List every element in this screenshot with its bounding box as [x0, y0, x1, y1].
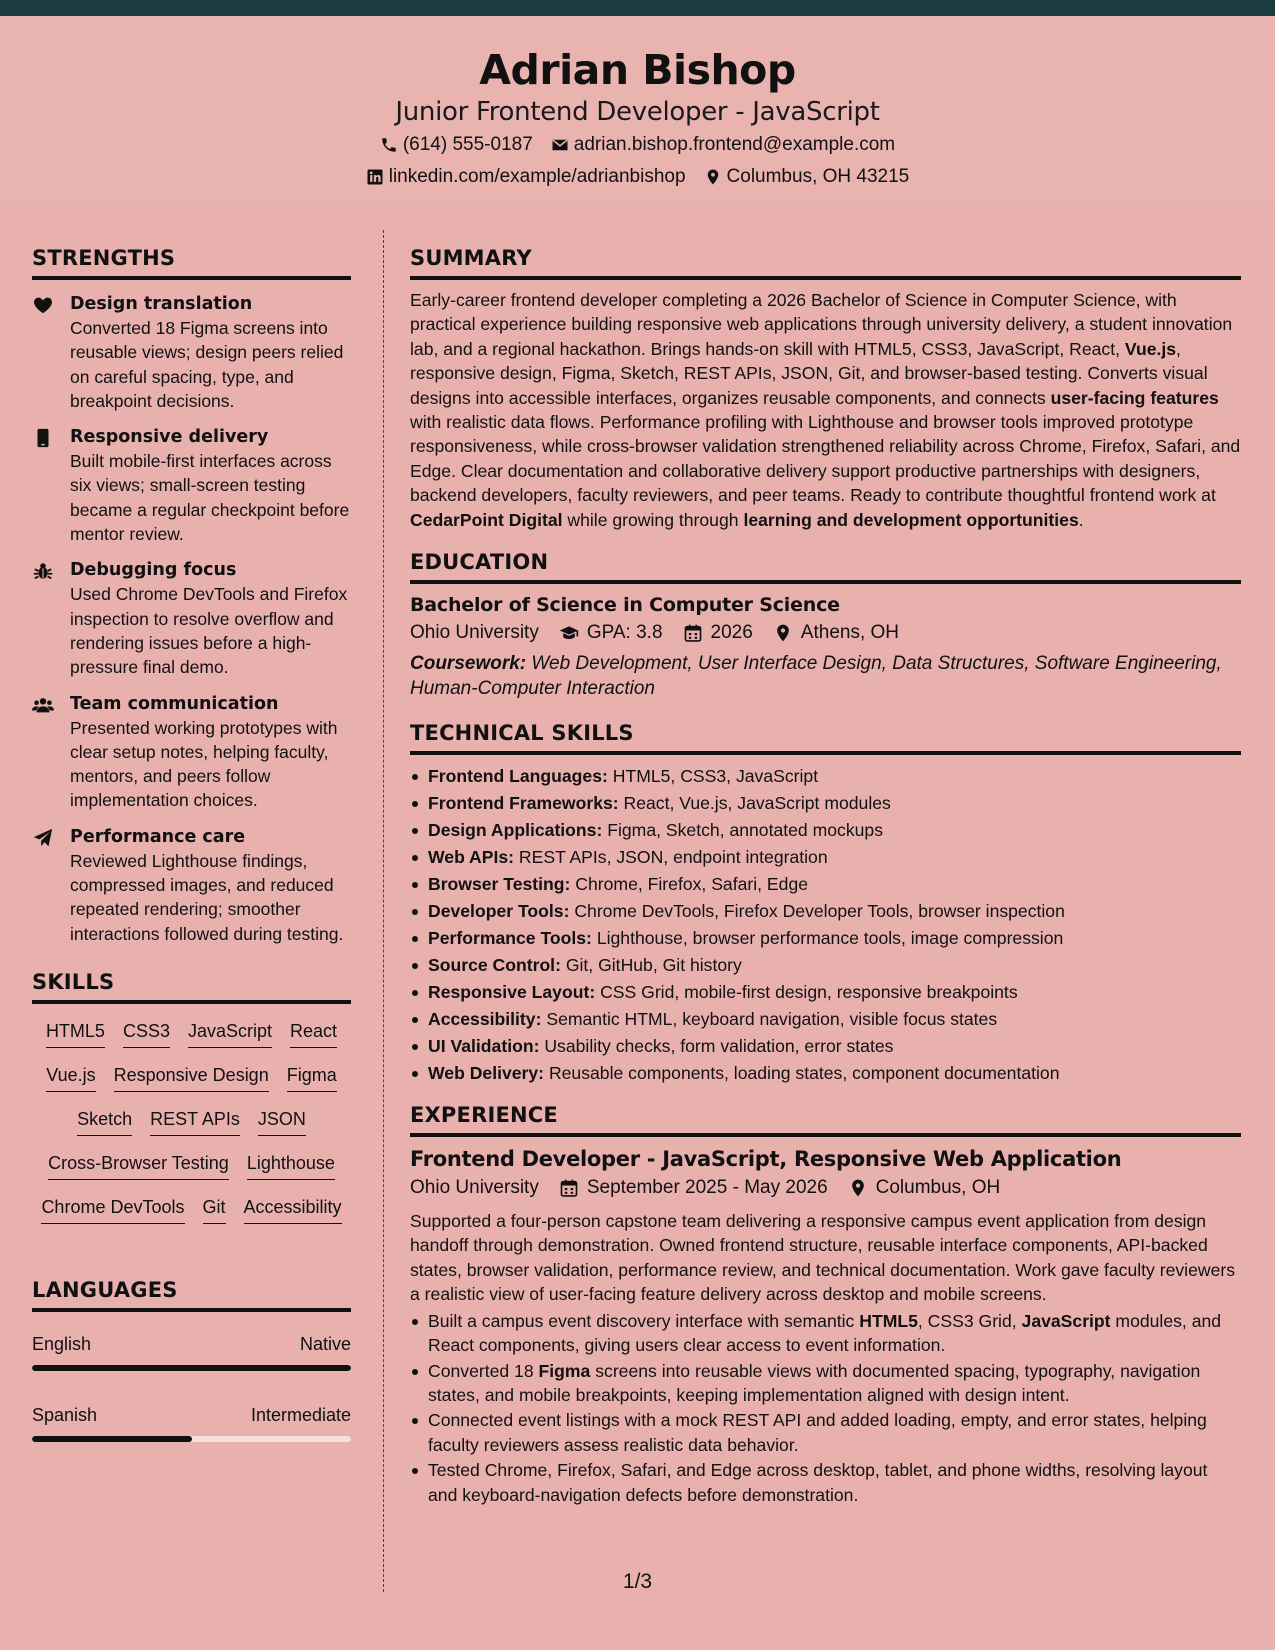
summary-text-run: , responsive design, Figma, Sketch, REST APIs, JSON, Git, and browser-based testing. Converts visual designs into accessible interfaces, organizes reusable components, and connects: [410, 338, 1208, 408]
map-pin-icon: [848, 1178, 868, 1198]
strength-description: Presented working prototypes with clear setup notes, helping faculty, mentors, and peers follow implementation choices.: [70, 717, 338, 811]
bug-icon: [32, 560, 54, 582]
summary-text-run: .: [1078, 509, 1084, 530]
experience-meta: [410, 1173, 1241, 1203]
skill-tag: Accessibility: [244, 1192, 342, 1224]
linkedin-icon: [366, 168, 384, 186]
technical-skills-heading: TECHNICAL SKILLS: [410, 719, 1241, 755]
language-row: [32, 1332, 351, 1356]
bullet-text: , CSS3 Grid,: [917, 1310, 1022, 1331]
technical-skill-item: [410, 871, 1241, 898]
strength-item: [32, 292, 351, 413]
skill-tag: JSON: [258, 1104, 306, 1136]
skill-tag: Vue.js: [46, 1060, 95, 1092]
skill-category: Performance Tools:: [428, 928, 592, 949]
linkedin-contact[interactable]: [366, 161, 686, 193]
page-number: 1/3: [622, 1570, 653, 1593]
heart-icon: [32, 294, 54, 316]
strength-title: Design translation: [70, 294, 253, 314]
skill-tag: Cross-Browser Testing: [48, 1148, 229, 1180]
linkedin-text: linkedin.com/example/adrianbishop: [388, 166, 686, 187]
skill-category: Developer Tools:: [428, 901, 570, 922]
job-location-text: Columbus, OH: [875, 1177, 1001, 1199]
coursework-text: Web Development, User Interface Design, Data Structures, Software Engineering, Human-Computer Interaction: [410, 653, 1222, 699]
strength-title: Performance care: [70, 826, 246, 847]
graduation-cap-icon: [559, 623, 579, 643]
strength-item: [32, 825, 351, 946]
skill-values: React, Vue.js, JavaScript modules: [623, 793, 891, 814]
language-level-bar: [32, 1365, 351, 1371]
paper-plane-icon: [32, 827, 54, 849]
envelope-icon: [551, 136, 569, 154]
skill-category: Web APIs:: [428, 847, 515, 868]
bullet-text: Tested Chrome, Firefox, Safari, and Edge across desktop, tablet, and phone widths, resolving layout and keyboard-navigation defects before demonstration.: [428, 1460, 1208, 1505]
skill-tag: Figma: [287, 1060, 337, 1092]
language-item: [32, 1403, 351, 1442]
bullet-text: Built a campus event discovery interface with semantic: [428, 1310, 860, 1331]
language-row: [32, 1403, 351, 1427]
strength-description: Used Chrome DevTools and Firefox inspection to resolve overflow and rendering issues before a high-pressure final demo.: [70, 584, 348, 678]
gpa-text: GPA: 3.8: [586, 622, 663, 644]
bullet-text: screens into reusable views with documented spacing, typography, navigation states, and mobile breakpoints, keeping implementation aligned with design intent.: [428, 1360, 1201, 1405]
strength-description: Built mobile-first interfaces across six views; small-screen testing became a regular checkpoint before mentor review.: [70, 451, 350, 545]
resume-header: [0, 16, 1275, 204]
technical-skill-item: [410, 763, 1241, 790]
language-level-fill: [32, 1436, 192, 1442]
strength-body: [70, 292, 351, 413]
strength-body: [70, 825, 351, 946]
summary-bold-text: learning and development opportunities: [743, 509, 1079, 530]
languages-heading: LANGUAGES: [32, 1276, 351, 1312]
skill-values: HTML5, CSS3, JavaScript: [612, 766, 819, 787]
skill-tag: Sketch: [77, 1104, 132, 1136]
job-location-item: [848, 1173, 1001, 1203]
skill-category: Accessibility:: [428, 1009, 542, 1030]
candidate-name: Adrian Bishop: [479, 46, 796, 94]
language-level-fill: [32, 1365, 351, 1371]
experience-bullet: [410, 1359, 1241, 1408]
summary-bold-text: user-facing features: [1050, 387, 1219, 408]
school-name: [410, 618, 539, 648]
skill-category: Source Control:: [428, 955, 561, 976]
skill-values: REST APIs, JSON, endpoint integration: [518, 847, 828, 868]
skill-tag: Chrome DevTools: [41, 1192, 184, 1224]
edu-location-text: Athens, OH: [800, 622, 900, 644]
technical-skills-list: [410, 763, 1241, 1087]
language-item: [32, 1332, 351, 1371]
technical-skill-item: [410, 898, 1241, 925]
skill-tag: Git: [203, 1192, 226, 1224]
skill-values: Lighthouse, browser performance tools, image compression: [596, 928, 1064, 949]
bullet-text: Connected event listings with a mock REST API and added loading, empty, and error states, helping faculty reviewers assess realistic data behavior.: [428, 1410, 1207, 1455]
skill-tag: Responsive Design: [114, 1060, 269, 1092]
skills-heading: SKILLS: [32, 968, 351, 1004]
strength-item: [32, 692, 351, 813]
job-title: Frontend Developer - JavaScript, Responsive Web Application: [410, 1147, 1122, 1172]
skill-values: Chrome DevTools, Firefox Developer Tools, browser inspection: [574, 901, 1065, 922]
strength-item: [32, 425, 351, 546]
strengths-heading: STRENGTHS: [32, 244, 351, 280]
coursework-label: Coursework:: [410, 653, 527, 675]
technical-skill-item: [410, 979, 1241, 1006]
job-description: Supported a four-person capstone team delivering a responsive campus event application from design handoff through demonstration. Owned frontend structure, reusable interface components, API-backed states, browser validation, performance review, and technical documentation. Work gave faculty reviewers a realistic view of user-facing feature delivery across desktop and mobile screens.: [410, 1211, 1236, 1305]
language-level-bar: [32, 1436, 351, 1442]
phone-text: (614) 555-0187: [402, 134, 533, 155]
skill-values: Usability checks, form validation, error states: [544, 1036, 894, 1057]
technical-skill-item: [410, 1006, 1241, 1033]
phone-icon: [380, 136, 398, 154]
skill-tag: CSS3: [123, 1016, 170, 1048]
top-bar: [0, 0, 1275, 16]
languages-list: [32, 1332, 351, 1442]
language-name: Spanish: [32, 1404, 98, 1425]
strength-body: [70, 558, 351, 679]
skill-tag: JavaScript: [188, 1016, 272, 1048]
technical-skill-item: [410, 844, 1241, 871]
experience-bullet: [410, 1408, 1241, 1457]
strength-body: [70, 692, 351, 813]
map-pin-icon: [704, 168, 722, 186]
skill-category: Web Delivery:: [428, 1063, 545, 1084]
skill-tag: HTML5: [46, 1016, 105, 1048]
users-icon: [32, 694, 54, 716]
bullet-text: Converted 18: [428, 1360, 539, 1381]
skill-values: Semantic HTML, keyboard navigation, visible focus states: [546, 1009, 998, 1030]
candidate-title: Junior Frontend Developer - JavaScript: [395, 97, 880, 127]
bullet-bold-text: Figma: [538, 1360, 591, 1381]
summary-text: [410, 288, 1241, 532]
skill-values: CSS Grid, mobile-first design, responsive breakpoints: [600, 982, 1018, 1003]
strength-icon-wrap: [32, 825, 70, 946]
strengths-list: [32, 292, 351, 946]
strength-icon-wrap: [32, 692, 70, 813]
employer-text: Ohio University: [410, 1177, 539, 1199]
summary-heading: SUMMARY: [410, 244, 1241, 280]
summary-bold-text: CedarPoint Digital: [410, 509, 563, 530]
skill-category: UI Validation:: [428, 1036, 540, 1057]
strength-title: Responsive delivery: [70, 427, 269, 448]
skill-category: Browser Testing:: [428, 874, 571, 895]
language-name: English: [32, 1333, 92, 1354]
strength-item: [32, 558, 351, 679]
coursework: [410, 652, 1241, 701]
summary-bold-text: Vue.js: [1124, 338, 1177, 359]
right-column: [410, 244, 1241, 1508]
phone-contact[interactable]: [380, 129, 533, 161]
education-meta: [410, 618, 1241, 648]
skill-tag: REST APIs: [150, 1104, 240, 1136]
experience-heading: EXPERIENCE: [410, 1101, 1241, 1137]
skill-values: Reusable components, loading states, component documentation: [548, 1063, 1060, 1084]
map-pin-icon: [773, 623, 793, 643]
skill-tag: Lighthouse: [247, 1148, 335, 1180]
edu-location-item: [773, 618, 899, 648]
column-divider: [383, 230, 384, 1592]
dates-item: [559, 1173, 828, 1203]
skill-values: Chrome, Firefox, Safari, Edge: [575, 874, 809, 895]
contact-row-1: [0, 129, 1275, 161]
skills-tags: [32, 1016, 351, 1224]
technical-skill-item: [410, 952, 1241, 979]
email-text: adrian.bishop.frontend@example.com: [573, 134, 896, 155]
summary-text-run: Early-career frontend developer completing a 2026 Bachelor of Science in Computer Science, with practical experience building responsive web applications through university delivery, a student innovation lab, and a regional hackathon. Brings hands-on skill with HTML5, CSS3, JavaScript, React,: [410, 290, 1233, 359]
technical-skill-item: [410, 790, 1241, 817]
employer-item: [410, 1173, 539, 1203]
strength-icon-wrap: [32, 292, 70, 413]
strength-title: Debugging focus: [70, 560, 237, 581]
strength-description: Reviewed Lighthouse findings, compressed images, and reduced repeated rendering; smoother interactions followed during testing.: [70, 850, 344, 944]
gpa-item: [559, 618, 663, 648]
strength-body: [70, 425, 351, 546]
location-text: Columbus, OH 43215: [726, 166, 910, 187]
skill-category: Design Applications:: [428, 820, 603, 841]
summary-text-run: with realistic data flows. Performance profiling with Lighthouse and browser tools improved prototype responsiveness, while cross-browser validation strengthened reliability across Chrome, Firefox, Safari, and Edge. Clear documentation and collaborative delivery support productive partnerships with designers, backend developers, faculty reviewers, and peer teams. Ready to contribute thoughtful frontend work at: [410, 412, 1241, 506]
email-contact[interactable]: [551, 129, 895, 161]
contact-row-2: [0, 161, 1275, 193]
skill-category: Frontend Frameworks:: [428, 793, 619, 814]
location-contact: [704, 161, 910, 193]
skill-tag: React: [290, 1016, 337, 1048]
technical-skill-item: [410, 1060, 1241, 1087]
bullet-bold-text: HTML5: [859, 1310, 918, 1331]
grad-year-item: [683, 618, 753, 648]
skill-category: Frontend Languages:: [428, 766, 608, 787]
grad-year-text: 2026: [710, 622, 753, 644]
skill-category: Responsive Layout:: [428, 982, 596, 1003]
calendar-icon: [683, 623, 703, 643]
bullet-text: modules, and React components, giving users clear access to event information.: [428, 1310, 1222, 1356]
strength-icon-wrap: [32, 425, 70, 546]
dates-text: September 2025 - May 2026: [586, 1177, 828, 1199]
language-level: Native: [299, 1333, 351, 1354]
skill-values: Figma, Sketch, annotated mockups: [607, 820, 883, 841]
technical-skill-item: [410, 817, 1241, 844]
skill-values: Git, GitHub, Git history: [565, 955, 742, 976]
calendar-icon: [559, 1178, 579, 1198]
strength-description: Converted 18 Figma screens into reusable views; design peers relied on careful spacing, type, and breakpoint decisions.: [70, 318, 344, 411]
mobile-icon: [32, 427, 54, 449]
degree-title: Bachelor of Science in Computer Science: [410, 594, 840, 617]
left-column: [32, 244, 351, 1442]
summary-text-run: while growing through: [562, 509, 744, 530]
education-heading: EDUCATION: [410, 548, 1241, 584]
experience-bullet: [410, 1458, 1241, 1507]
experience-bullet: [410, 1309, 1241, 1358]
experience-bullets: [410, 1309, 1241, 1507]
school-text: Ohio University: [410, 622, 539, 644]
technical-skill-item: [410, 1033, 1241, 1060]
strength-title: Team communication: [70, 693, 279, 714]
technical-skill-item: [410, 925, 1241, 952]
strength-icon-wrap: [32, 558, 70, 679]
bullet-bold-text: JavaScript: [1021, 1310, 1111, 1331]
language-level: Intermediate: [250, 1404, 351, 1425]
